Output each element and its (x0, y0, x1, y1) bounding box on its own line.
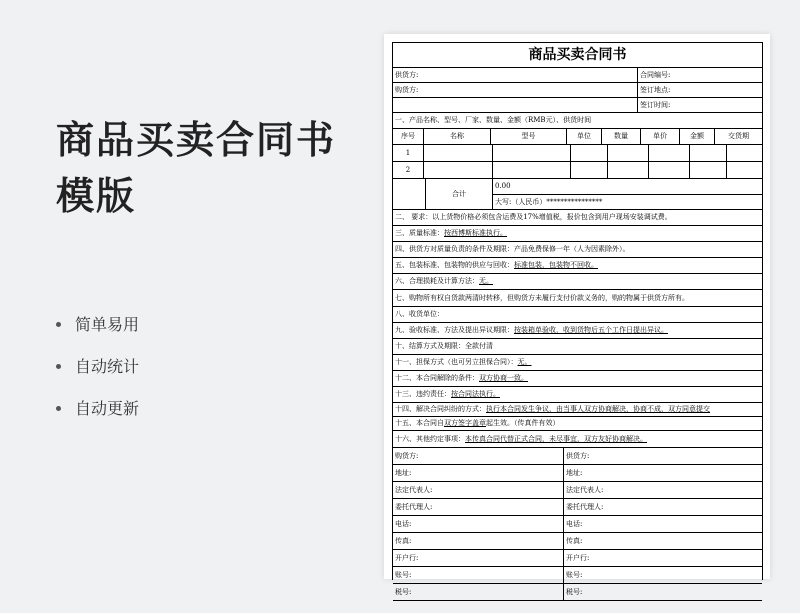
section-5: 五、包装标准、包装物的供应与回收： 标准包装，包装物不回收。 (393, 258, 762, 274)
document-title: 商品买卖合同书 (393, 43, 762, 68)
contract-sheet (392, 42, 763, 596)
party-row: 地址: 地址: (393, 465, 762, 482)
section-2: 二、 要求：以上货物价格必须包含运费及17%增值税，报价包含到用户现场安装调试费。 (393, 210, 762, 226)
total-value: 0.00 (493, 179, 762, 195)
section-3: 三、质量标准： 按西博斯标准执行。 (393, 226, 762, 242)
feature-item: 简单易用 (56, 312, 139, 354)
table-row: 2 (393, 162, 762, 179)
table-header: 序号 名称 型号 单位 数量 单价 金额 交货期 (393, 129, 762, 145)
section-1: 一、产品名称、型号、厂家、数量、金额（RMB元）、供货时间 (393, 113, 762, 129)
section-9: 九、验收标准、方法及提出异议期限： 按装箱单验收，收到货物后五个工作日提出异议。 (393, 323, 762, 339)
bullet-dot-icon (56, 322, 61, 327)
section-15: 十五、本合同自 双方签字盖章 起生效。（传真件有效） (393, 417, 762, 431)
table-row: 1 (393, 145, 762, 162)
section-7: 七、购物所有权自货款两清时转移，但购货方未履行支付价款义务的，购的物属于供货方所有。 (393, 290, 762, 307)
buyer-row: 购货方: 签订地点: (393, 83, 762, 98)
party-row: 委托代理人: 委托代理人: (393, 499, 762, 516)
party-row: 账号: 账号: (393, 567, 762, 584)
party-row: 购货方: 供货方: (393, 448, 762, 465)
section-12: 十二、本合同解除的条件： 双方协商一致。 (393, 371, 762, 387)
section-11: 十一、担保方式（也可另立担保合同）： 无。 (393, 355, 762, 371)
section-8: 八、收货单位： (393, 307, 762, 323)
promo-title: 商品买卖合同书模版 (56, 118, 337, 218)
supplier-row: 供货方: 合同编号: (393, 68, 762, 83)
feature-list (56, 312, 139, 438)
bullet-dot-icon (56, 364, 61, 369)
contract-document-preview (384, 34, 770, 596)
party-row: 电话: 电话: (393, 516, 762, 533)
party-row: 法定代表人: 法定代表人: (393, 482, 762, 499)
total-row: 合计 0.00 大写:（人民币）**************** (393, 179, 762, 210)
capital-amount: 大写:（人民币）**************** (495, 198, 603, 206)
section-13: 十三、违约责任： 按合同法执行。 (393, 387, 762, 403)
bullet-dot-icon (56, 406, 61, 411)
feature-item: 自动更新 (56, 396, 139, 438)
section-10: 十、结算方式及期限：全款付清 (393, 339, 762, 355)
section-14: 十四、解决合同纠纷的方式： 执行本合同发生争议，由当事人双方协商解决，协商不成，双方同意提交 (393, 403, 762, 417)
section-16: 十六、其他约定事项： 本传真合同代替正式合同，未尽事宜，双方友好协商解决。 (393, 431, 762, 448)
party-row: 开户行: 开户行: (393, 550, 762, 567)
section-6: 六、合理损耗及计算方法： 无。 (393, 274, 762, 290)
section-4: 四、供货方对质量负责的条件及期限：产品免费保修一年（人为因素除外）。 (393, 242, 762, 258)
party-row: 传真: 传真: (393, 533, 762, 550)
sign-time-row: 签订时间: (393, 98, 762, 113)
party-row: 税号: 税号: (393, 584, 762, 601)
feature-item: 自动统计 (56, 354, 139, 396)
